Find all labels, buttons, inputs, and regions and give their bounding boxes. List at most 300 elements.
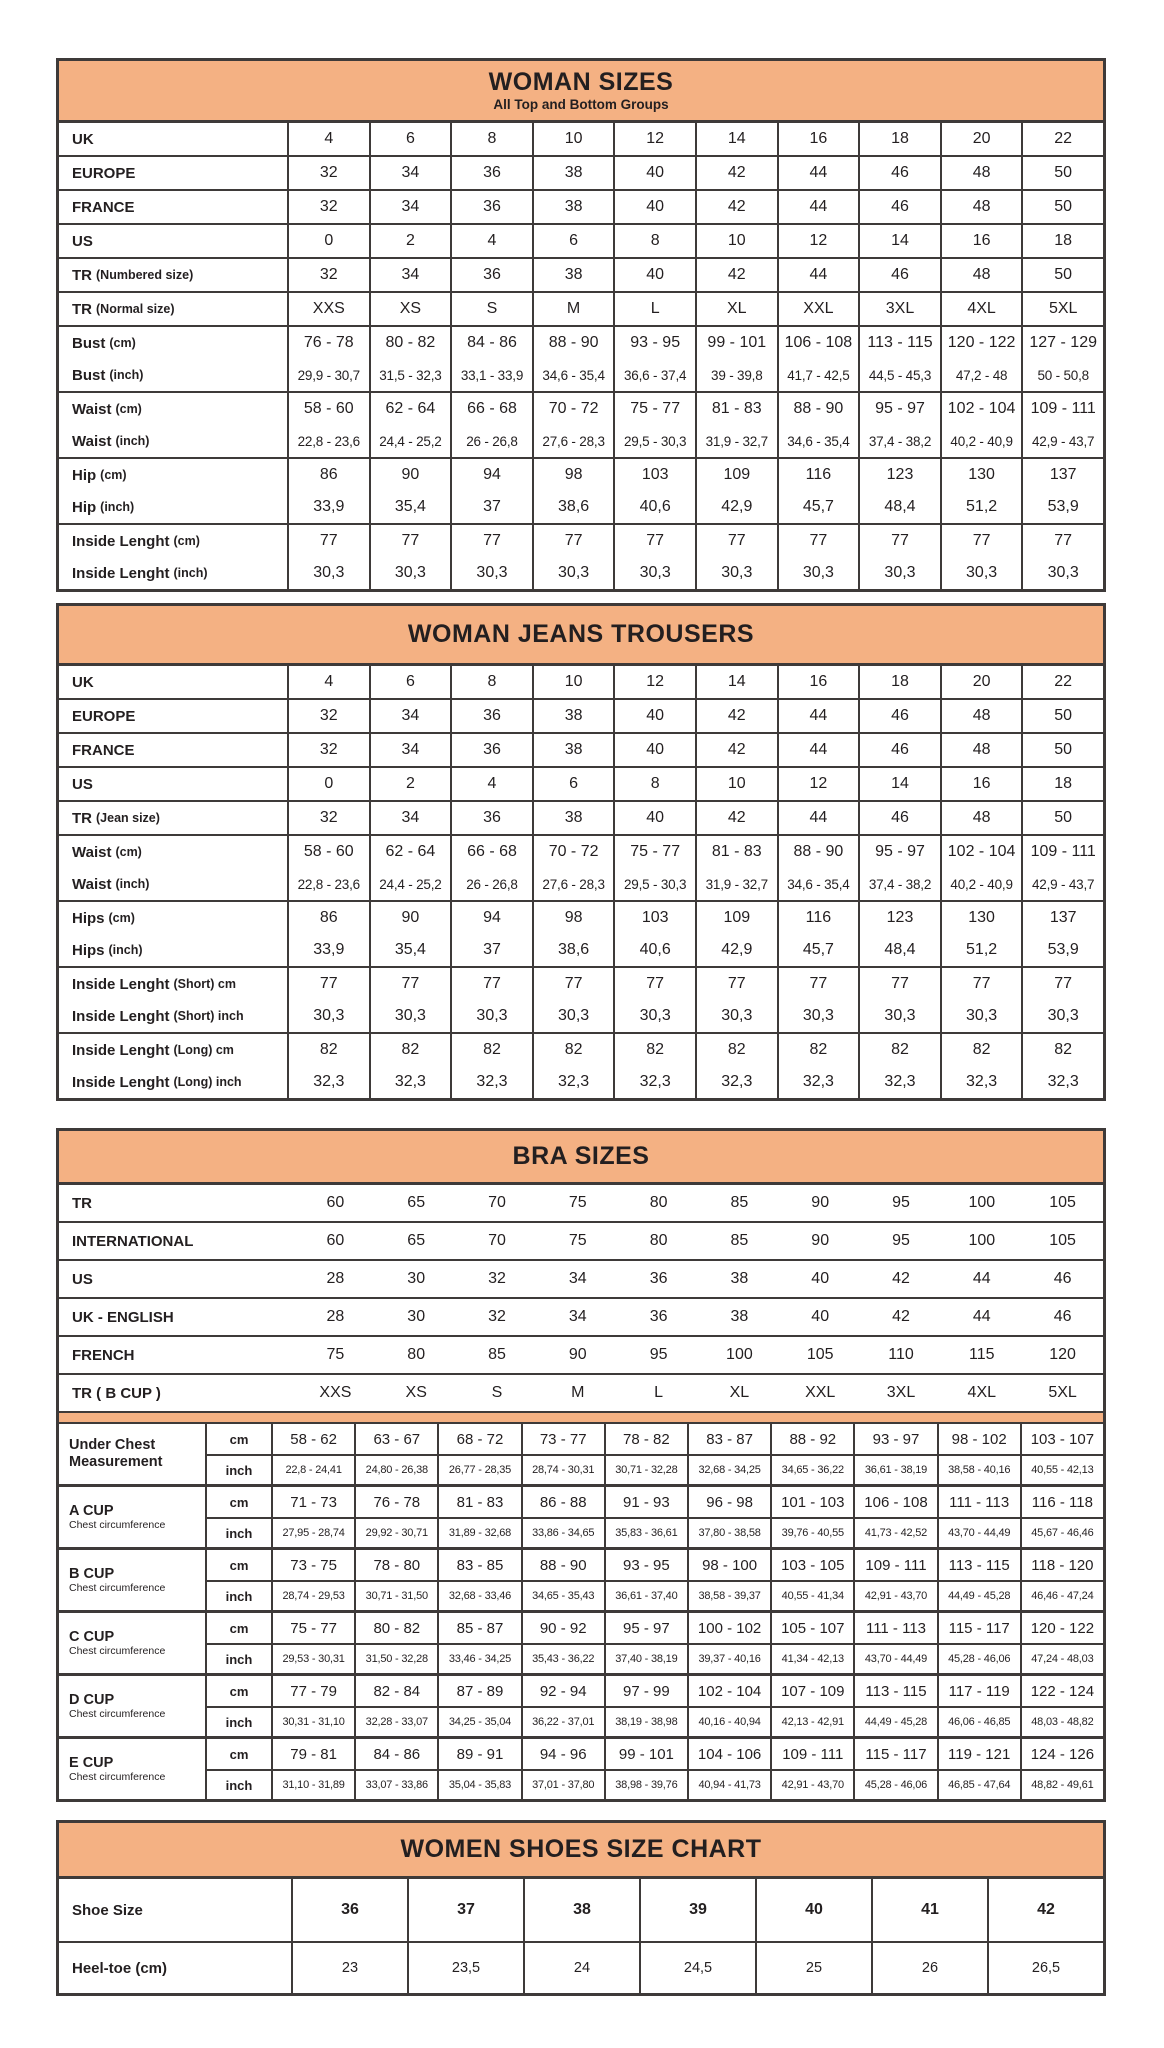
size-value: 36,22 - 37,01 [521,1706,604,1736]
size-value: 20 [940,123,1022,155]
row-group [59,1221,1103,1259]
row-label-text: FRANCE [72,198,135,216]
size-value: 34 [369,700,451,732]
row-group [59,732,1103,766]
row-label [59,934,287,966]
size-value: 95 [892,1232,910,1249]
size-value: 42,9 - 43,7 [1021,868,1103,900]
size-value: 8 [450,123,532,155]
size-value: 77 [287,968,369,1000]
row-label [59,1185,295,1221]
size-value: 88 - 90 [521,1550,604,1580]
size-value: 60 [326,1194,345,1211]
row-group [59,1335,1103,1373]
size-value: 62 - 64 [369,836,451,868]
size-value: 41,34 - 42,13 [770,1643,853,1673]
cup-name: D CUP [69,1691,115,1708]
size-value: 29,9 - 30,7 [287,359,369,391]
size-value: 100 [968,1194,996,1211]
size-value: 28 [326,1270,345,1287]
size-value: 25 [755,1943,871,1993]
size-value: 77 [450,525,532,557]
size-row [59,1223,1103,1259]
size-value: 70 [488,1194,506,1211]
size-value: 109 - 111 [770,1739,853,1769]
size-value: 90 - 92 [521,1613,604,1643]
size-value: XXL [805,1384,836,1401]
size-value: 48,4 [858,491,940,523]
size-value: 113 - 115 [858,327,940,359]
row-label-note: (cm) [115,845,142,859]
size-value: 12 [777,225,859,257]
size-value: 33,1 - 33,9 [450,359,532,391]
size-value: 28,74 - 30,31 [521,1454,604,1484]
size-value: 22,8 - 23,6 [287,425,369,457]
size-value: 105 [1049,1194,1076,1211]
row-label [59,491,287,523]
row-label-note: (Jean size) [96,811,160,825]
size-value: 38 [730,1270,749,1287]
size-value: 88 - 90 [532,327,614,359]
row-group [59,391,1103,457]
cup-group [59,1610,1103,1673]
size-value: 100 [968,1232,996,1249]
size-value: 45,28 - 46,06 [853,1769,936,1799]
size-value: 116 [777,902,859,934]
size-value: 51,2 [940,491,1022,523]
size-value: 37,4 - 38,2 [858,868,940,900]
size-value: 42 [892,1270,910,1287]
row-group [59,1259,1103,1297]
size-value: 43,70 - 44,49 [937,1517,1020,1547]
size-value: 77 [450,968,532,1000]
cup-group [59,1673,1103,1736]
row-group [59,800,1103,834]
row-group [59,1879,1103,1941]
size-value: 34,6 - 35,4 [777,425,859,457]
size-value: 77 [532,968,614,1000]
table-title: WOMAN SIZES [488,68,674,97]
size-value: 32,3 [695,1066,777,1098]
row-label-text: FRANCE [72,741,135,759]
size-value: 41 [871,1879,987,1941]
size-value: 103 - 107 [1020,1424,1103,1454]
size-value: 34 [369,734,451,766]
size-value: 30,71 - 32,28 [604,1454,687,1484]
size-value: 40,55 - 42,13 [1020,1454,1103,1484]
size-value: 34 [369,191,451,223]
size-value: 42,91 - 43,70 [770,1769,853,1799]
size-value: 30,3 [858,1000,940,1032]
size-value: 103 [613,902,695,934]
size-value: 18 [858,123,940,155]
size-value: 111 - 113 [937,1487,1020,1517]
size-value: 44 [777,802,859,834]
row-label-text: TR ( B CUP ) [72,1384,161,1402]
size-value: 40,55 - 41,34 [770,1580,853,1610]
cup-label [59,1739,205,1799]
size-value: 42,9 [695,491,777,523]
size-value: 37 [450,491,532,523]
size-value: 32,3 [940,1066,1022,1098]
size-value: 24,80 - 26,38 [354,1454,437,1484]
size-value: 32,28 - 33,07 [354,1706,437,1736]
size-value: 26 - 26,8 [450,868,532,900]
size-value: 82 [287,1034,369,1066]
cup-sublabel: Chest circumference [69,1582,166,1595]
row-label-text: US [72,1270,93,1288]
size-value: 77 [369,968,451,1000]
row-label [59,293,287,325]
size-value: 30,3 [695,557,777,589]
size-value: 12 [613,123,695,155]
bra-sizes-header [59,1131,1103,1185]
size-value: 37,01 - 37,80 [521,1769,604,1799]
size-value: 22 [1021,123,1103,155]
size-value: 44 [972,1308,991,1325]
size-value: 34 [369,259,451,291]
size-value: 40,2 - 40,9 [940,868,1022,900]
unit-label: cm [205,1487,271,1517]
size-value: 30,3 [695,1000,777,1032]
size-row [59,557,1103,589]
cup-label [59,1550,205,1610]
size-value: 35,43 - 36,22 [521,1643,604,1673]
unit-label: cm [205,1676,271,1706]
row-label-note: (Normal size) [96,302,175,316]
row-label-text: Heel-toe (cm) [72,1959,168,1977]
size-row [59,836,1103,868]
size-value: 77 - 79 [271,1676,354,1706]
row-label-text: INTERNATIONAL [72,1232,194,1250]
size-value: 86 [287,902,369,934]
size-value: 32 [287,700,369,732]
size-value: 130 [940,902,1022,934]
size-value: 46 [858,734,940,766]
cup-name: C CUP [69,1628,115,1645]
row-label-text: TR [72,1194,92,1212]
row-label [59,734,287,766]
row-label [59,359,287,391]
cup-sublabel: Chest circumference [69,1771,166,1784]
table-subtitle: All Top and Bottom Groups [493,96,669,112]
size-value: 50 [1021,734,1103,766]
woman-jeans-rows [59,666,1103,1098]
size-value: 44,5 - 45,3 [858,359,940,391]
size-value: 32,3 [369,1066,451,1098]
size-value: 58 - 60 [287,836,369,868]
row-label-text: Bust [72,366,106,384]
size-value: 23 [291,1943,407,1993]
size-row [59,734,1103,766]
size-value: 37 [407,1879,523,1941]
size-value: S [450,293,532,325]
size-value: 23,5 [407,1943,523,1993]
row-group [59,966,1103,1032]
size-value: 48 [940,259,1022,291]
size-value: 26 [871,1943,987,1993]
size-value: 90 [811,1232,830,1249]
size-value: 43,70 - 44,49 [853,1643,936,1673]
size-value: 38 [532,259,614,291]
size-value: 32 [287,734,369,766]
size-value: 82 [369,1034,451,1066]
size-value: 48 [940,700,1022,732]
size-value: 24,4 - 25,2 [369,868,451,900]
size-value: 40 [811,1308,830,1325]
size-value: 45,67 - 46,46 [1020,1517,1103,1547]
cup-group [59,1547,1103,1610]
size-value: 30,3 [1021,557,1103,589]
size-value: 39,76 - 40,55 [770,1517,853,1547]
unit-label: inch [205,1769,271,1799]
row-label-note: (inch) [173,566,208,580]
size-value: 95 [892,1194,910,1211]
size-value: 29,92 - 30,71 [354,1517,437,1547]
size-value: 4 [287,666,369,698]
size-value: 27,6 - 28,3 [532,425,614,457]
row-label [59,557,287,589]
size-value: 16 [940,225,1022,257]
size-value: 32 [488,1308,506,1325]
size-value: 83 - 85 [437,1550,520,1580]
size-value: M [532,293,614,325]
size-value: 48 [940,157,1022,189]
size-row [59,968,1103,1000]
size-value: 82 [695,1034,777,1066]
size-value: 48 [940,734,1022,766]
size-value: 38,6 [532,491,614,523]
size-row [59,666,1103,698]
size-value: 60 [326,1232,345,1249]
size-value: 30,3 [369,1000,451,1032]
row-group [59,698,1103,732]
row-label [59,327,287,359]
size-value: 44 [972,1270,991,1287]
row-label-text: Waist [72,400,112,418]
size-value: 32,68 - 33,46 [437,1580,520,1610]
size-value: 36,61 - 38,19 [853,1454,936,1484]
size-value: 39,37 - 40,16 [687,1643,770,1673]
size-value: 119 - 121 [937,1739,1020,1769]
size-value: 90 [811,1194,830,1211]
size-row [59,525,1103,557]
size-row [59,802,1103,834]
size-value: 18 [1021,225,1103,257]
size-value: 41,73 - 42,52 [853,1517,936,1547]
size-value: 36 [450,802,532,834]
size-value: 38,19 - 38,98 [604,1706,687,1736]
size-value: 8 [450,666,532,698]
size-value: 91 - 93 [604,1487,687,1517]
size-value: 102 - 104 [940,393,1022,425]
size-value: 109 - 111 [1021,393,1103,425]
size-value: 30,3 [287,557,369,589]
row-label-text: US [72,232,93,250]
size-value: 32,3 [858,1066,940,1098]
size-value: 32 [287,157,369,189]
size-value: XXS [287,293,369,325]
size-value: 8 [613,768,695,800]
size-row [59,1034,1103,1066]
size-value: 73 - 75 [271,1550,354,1580]
row-label-text: Waist [72,875,112,893]
size-value: 38 [532,700,614,732]
size-value: 36 [450,191,532,223]
row-label-note: (Short) inch [173,1009,244,1023]
bra-section-divider [59,1411,1103,1424]
size-value: 77 [613,968,695,1000]
size-value: 116 - 118 [1020,1487,1103,1517]
size-value: 37,80 - 38,58 [687,1517,770,1547]
size-value: 82 [532,1034,614,1066]
size-value: XXS [319,1384,352,1401]
size-value: 48 [940,802,1022,834]
size-value: 94 [450,459,532,491]
size-value: 78 - 80 [354,1550,437,1580]
size-value: 137 [1021,459,1103,491]
size-value: 18 [1021,768,1103,800]
size-value: 14 [858,225,940,257]
size-value: 58 - 62 [271,1424,354,1454]
row-label [59,868,287,900]
size-value: 79 - 81 [271,1739,354,1769]
size-value: 77 [940,968,1022,1000]
size-value: 86 - 88 [521,1487,604,1517]
size-value: 36 [450,259,532,291]
size-value: L [654,1384,664,1401]
size-value: 80 [649,1232,668,1249]
size-value: 46 [858,700,940,732]
size-value: 30,3 [777,557,859,589]
size-value: 30,3 [777,1000,859,1032]
size-value: 16 [940,768,1022,800]
cup-name: B CUP [69,1565,115,1582]
woman-sizes-header [59,61,1103,123]
size-value: 42 [695,157,777,189]
size-value: 35,4 [369,934,451,966]
size-value: 2 [369,768,451,800]
size-value: 4 [450,768,532,800]
size-value: 36 [649,1308,668,1325]
row-label-text: Inside Lenght [72,532,170,550]
size-value: 10 [532,123,614,155]
size-value: 34,6 - 35,4 [532,359,614,391]
size-value: 77 [858,525,940,557]
size-value: 33,9 [287,491,369,523]
size-value: 100 - 102 [687,1613,770,1643]
size-value: 30,3 [613,557,695,589]
size-row [59,459,1103,491]
size-value: 102 - 104 [940,836,1022,868]
size-value: 46 [1053,1270,1072,1287]
row-label-text: UK - ENGLISH [72,1308,174,1326]
size-value: 82 [777,1034,859,1066]
size-value: 95 - 97 [858,393,940,425]
row-label-text: Waist [72,843,112,861]
size-value: 70 - 72 [532,393,614,425]
size-value: 6 [369,666,451,698]
size-value: 40 [811,1270,830,1287]
size-value: 84 - 86 [450,327,532,359]
row-group [59,1032,1103,1098]
size-value: 42 [695,734,777,766]
size-value: 105 [806,1346,834,1363]
cup-name: Under Chest Measurement [69,1437,163,1470]
row-label [59,459,287,491]
size-value: 77 [1021,525,1103,557]
size-value: 44 [777,259,859,291]
size-value: 29,5 - 30,3 [613,868,695,900]
size-row [59,1375,1103,1411]
size-value: 86 [287,459,369,491]
size-value: 24,5 [639,1943,755,1993]
size-value: 28 [326,1308,345,1325]
size-value: 45,7 [777,934,859,966]
size-row [59,425,1103,457]
size-value: 32,3 [532,1066,614,1098]
size-value: 39 [639,1879,755,1941]
size-value: 80 [407,1346,426,1363]
size-value: 120 - 122 [1020,1613,1103,1643]
row-label [59,666,287,698]
table-title: BRA SIZES [512,1142,650,1171]
row-label-note: (Short) cm [173,977,236,991]
size-value: 30,3 [858,557,940,589]
size-value: 3XL [858,293,940,325]
size-value: 98 - 102 [937,1424,1020,1454]
woman-sizes-table [56,58,1106,592]
size-value: 42 [695,259,777,291]
size-value: 27,6 - 28,3 [532,868,614,900]
row-label [59,1066,287,1098]
row-label-note: (inch) [115,434,150,448]
size-value: 22,8 - 24,41 [271,1454,354,1484]
size-row [59,393,1103,425]
size-value: 99 - 101 [604,1739,687,1769]
size-value: 30,3 [369,557,451,589]
size-value: 20 [940,666,1022,698]
woman-jeans-trousers-table [56,603,1106,1101]
size-value: 18 [858,666,940,698]
size-value: 38 [532,157,614,189]
size-value: 77 [1021,968,1103,1000]
row-label [59,768,287,800]
size-value: 137 [1021,902,1103,934]
size-value: 42 [892,1308,910,1325]
size-row [59,768,1103,800]
size-row [59,700,1103,732]
size-value: 0 [287,768,369,800]
size-value: 82 [450,1034,532,1066]
size-value: 30 [407,1270,426,1287]
row-label-text: Shoe Size [72,1901,143,1919]
row-label-text: Inside Lenght [72,1007,170,1025]
size-value: 90 [369,459,451,491]
size-value: 70 - 72 [532,836,614,868]
row-group [59,223,1103,257]
size-value: 48,82 - 49,61 [1020,1769,1103,1799]
size-value: 77 [369,525,451,557]
size-value: 8 [613,225,695,257]
size-value: 36 [450,700,532,732]
row-label [59,425,287,457]
size-row [59,191,1103,223]
size-row [59,902,1103,934]
size-value: 30,3 [532,557,614,589]
size-value: 76 - 78 [354,1487,437,1517]
size-value: 62 - 64 [369,393,451,425]
